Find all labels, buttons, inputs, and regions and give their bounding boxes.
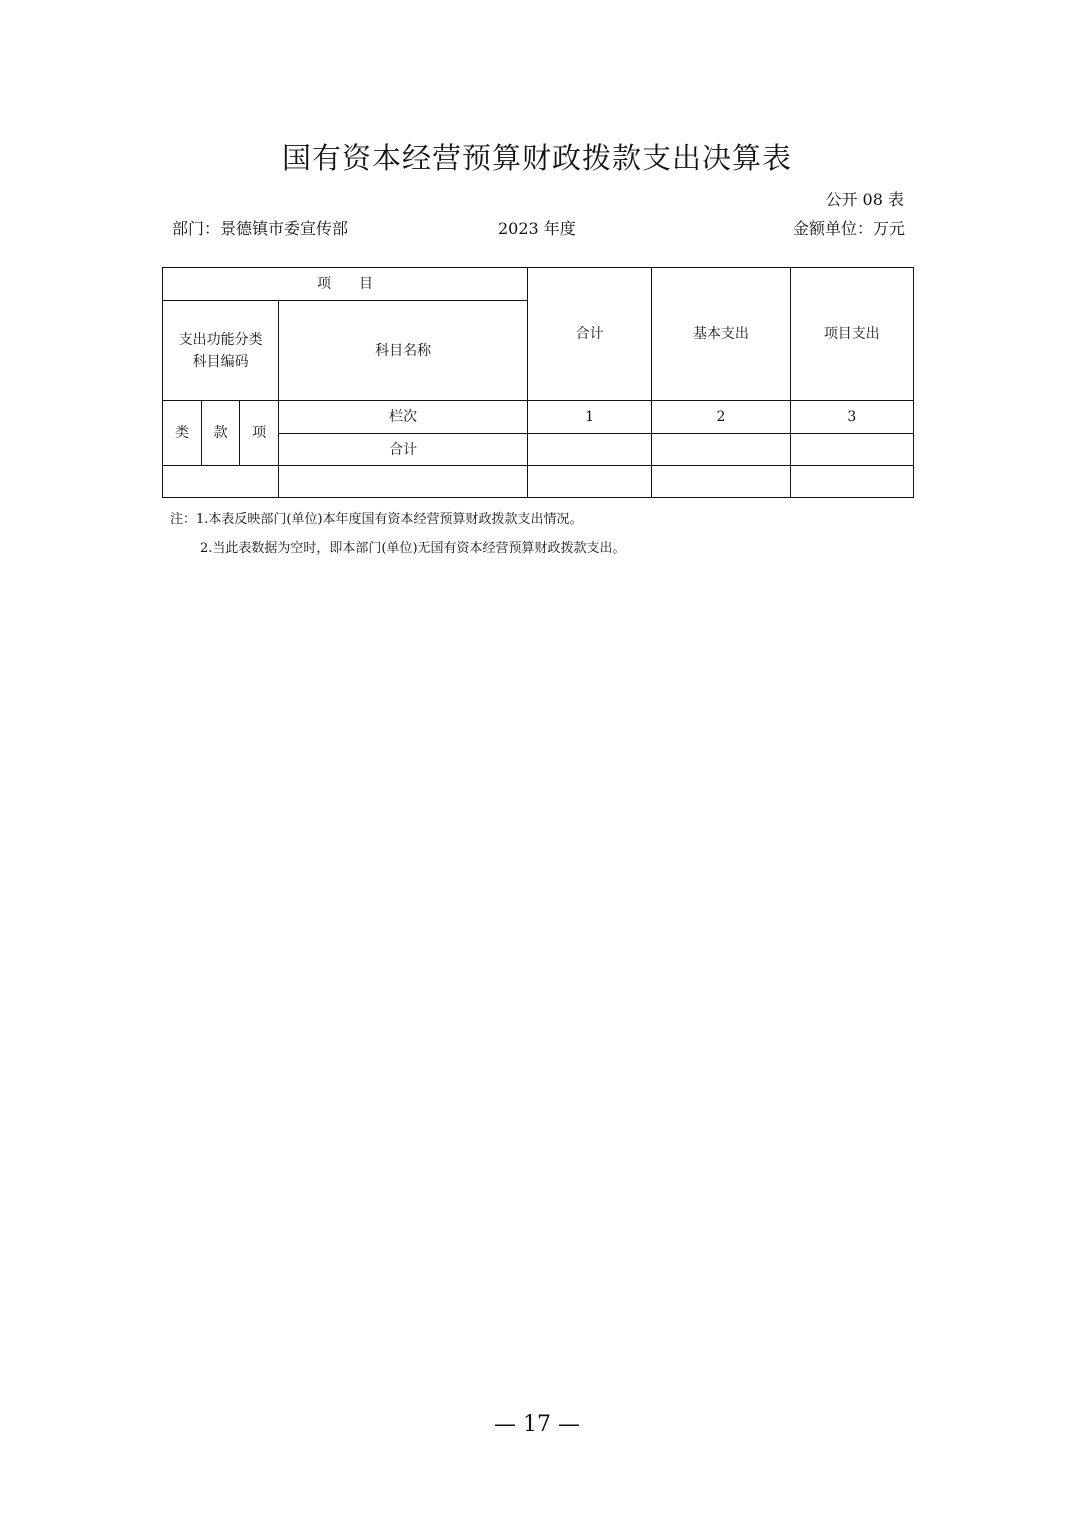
- note-2: 2.当此表数据为空时，即本部门(单位)无国有资本经营预算财政拨款支出。: [200, 541, 626, 556]
- header-function-code: [163, 301, 279, 401]
- page-number: — 17 —: [494, 1412, 580, 1437]
- sub-header-lei: 类: [163, 401, 202, 466]
- table-row-empty: [163, 466, 914, 498]
- header-subject-name: 科目名称: [279, 301, 528, 401]
- header-total: 合计: [527, 268, 651, 401]
- row-total-label: 合计: [279, 434, 528, 466]
- row-lanci-label: 栏次: [279, 401, 528, 434]
- expenditure-table: [162, 267, 914, 498]
- empty-basic-cell: [652, 466, 790, 498]
- notes: [170, 510, 626, 559]
- basic-cell: [652, 434, 790, 466]
- sub-header-kuan: 款: [202, 401, 240, 466]
- empty-total-cell: [527, 466, 651, 498]
- header-basic-expenditure: 基本支出: [652, 268, 790, 401]
- page-title: 国有资本经营预算财政拨款支出决算表: [281, 141, 792, 175]
- department-label: 部门：景德镇市委宣传部: [172, 219, 349, 238]
- project-cell: [790, 434, 913, 466]
- lanci-3: 3: [790, 401, 913, 434]
- lanci-2: 2: [652, 401, 790, 434]
- header-item: 项 目: [163, 268, 528, 301]
- header-code-line2: 科目编码: [192, 353, 249, 370]
- unit-label: 金额单位：万元: [792, 219, 905, 238]
- empty-code-cell: [163, 466, 279, 498]
- note-1: 注：1.本表反映部门(单位)本年度国有资本经营预算财政拨款支出情况。: [170, 512, 583, 527]
- lanci-1: 1: [527, 401, 651, 434]
- form-id: 公开 08 表: [825, 190, 904, 209]
- table-header-row: [163, 268, 914, 301]
- empty-project-cell: [790, 466, 913, 498]
- header-code-line1: 支出功能分类: [178, 331, 263, 348]
- empty-name-cell: [279, 466, 528, 498]
- total-cell: [527, 434, 651, 466]
- header-project-expenditure: 项目支出: [790, 268, 913, 401]
- year-label: 2023 年度: [498, 219, 576, 238]
- table-row-lanci: [163, 401, 914, 434]
- sub-header-xiang: 项: [240, 401, 279, 466]
- meta-row: [172, 217, 905, 241]
